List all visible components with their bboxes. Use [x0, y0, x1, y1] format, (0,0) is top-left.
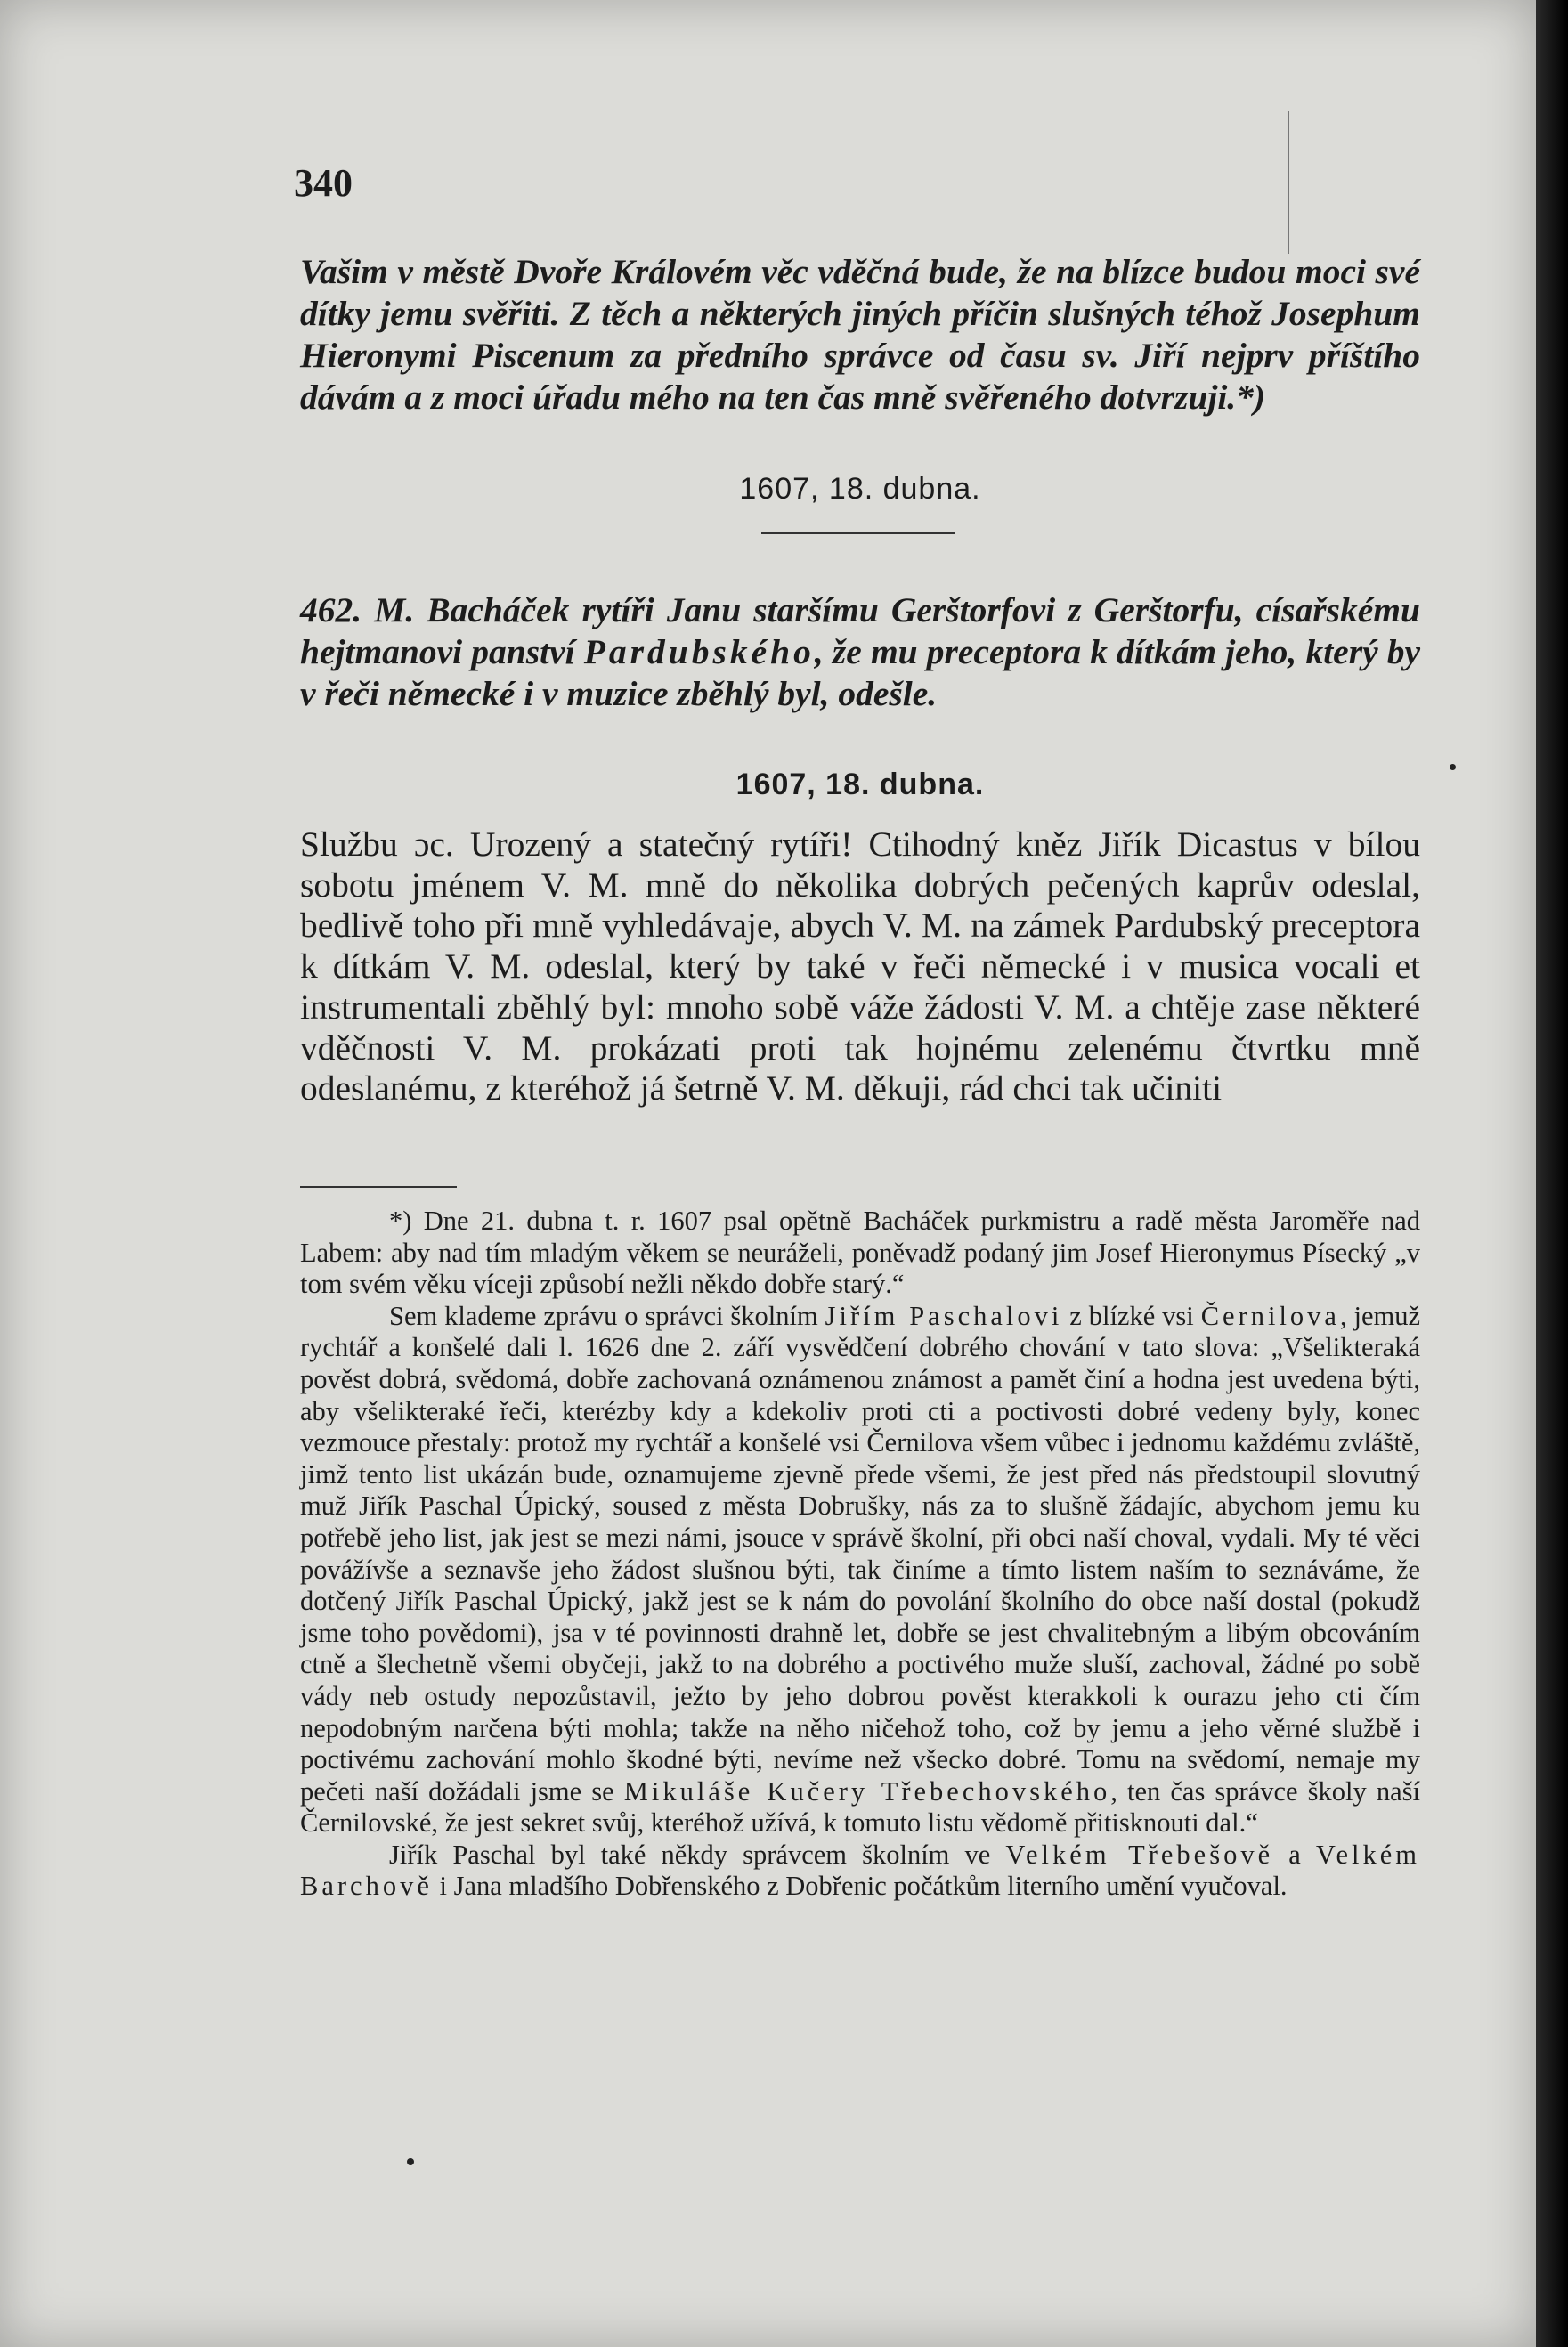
scan-artifact [1288, 111, 1289, 254]
footnote-spaced-name: Velkém Třebešově [1005, 1839, 1274, 1870]
intro-paragraph: Vašim v městě Dvoře Královém věc vděčná bude, že na blízce budou moci své dítky jemu svěřiti. Z těch a některých jiných příčin slušných téhož Josephum Hieronymi Piscenum za předního správce od času sv. Jiří nejprv příštího dávám a z moci úřadu mého na ten čas mně svěřeného dotvrzuji.*) [300, 252, 1420, 417]
footnote-text: z blízké vsi [1069, 1300, 1194, 1331]
letter-date: 1607, 18. dubna. [735, 767, 985, 801]
letter-header-lead: 462. M. Bacháček rytíři Janu staršímu Gerštorfovi z Gerštorfu, císařskému hejtmanovi panství [300, 590, 1420, 671]
footnote-spaced-name: Černilova [1200, 1300, 1340, 1331]
scan-speck [407, 2158, 414, 2165]
footnote-spaced-name: Velkém Barchově [300, 1839, 1421, 1902]
footnote [300, 1206, 1420, 1903]
letter-date: 1607, 18. dubna. [739, 472, 981, 506]
footnote-text: a [1288, 1839, 1301, 1870]
letter-header-tail: , že mu preceptora k dítkám jeho, který by v řeči německé i v muzice zběhlý byl, odešle. [300, 632, 1421, 713]
footnote-text: Sem klademe zprávu o správci školním [389, 1300, 818, 1331]
letter-header [300, 589, 1420, 715]
footnote-paragraph [300, 1301, 1420, 1839]
footnote-spaced-name: Jiřím Paschalovi [825, 1300, 1063, 1331]
footnote-text: , ten čas správce školy naší Černilovské, že jest sekret svůj, kteréhož užívá, k tomuto listu vědomě přitisknouti dal.“ [300, 1775, 1420, 1839]
scan-speck [1450, 764, 1456, 770]
footnote-text: , jemuž rychtář a konšelé dali l. 1626 dne 2. září vysvědčení dobrého chování v tato slova: „Všelikteraká pověst dobrá, svědomá, dobře zachovaná oznámenou známost a pamět činí a hodna jest uvedena býti, aby všelikteraké řeči, kterézby kdy a kdekoliv proti cti a poctivosti dobré vedeny byly, konec vezmouce přestaly: protož my rychtář a konšelé vsi Černilova všem vůbec i jednomu každému zvláště, jimž tento list ukázán bude, oznamujeme zjevně přede všemi, že jest před nás předstoupil slovutný muž Jiřík Paschal Úpický, soused z města Dobrušky, nás za to slušně žádajíc, abychom jemu ku potřebě jeho list, jak jest se mezi námi, jsouce v správě školní, při obci naší choval, vydali. My té věci povážívše a seznavše jeho žádost slušnou býti, tak činíme a tímto listem naším to seznáváme, že dotčený Jiřík Paschal Úpický, jakž jest se k nám do povolání školního do obce naší dostal (pokudž jsme toho povědomi), jsa v té povinnosti drahně let, dobře se jest chvalitebným a libým obcováním ctně a šlechetně všemi obyčeji, jakž to na dobrého a poctivého muže sluší, zachoval, žádné po sobě vády neb ostudy nepozůstavil, ježto by jeho dobrou pověst kterakkoli k ourazu jeho cti čím nepodobným narčena býti mohla; takže na něho ničehož toho, což by jemu a jeho věrné službě i poctivému zachování mohlo škodné býti, nevíme než všecko dobré. Tomu na svědomí, nemaje my pečeti naší dožádali jsme se [300, 1300, 1421, 1807]
letter-header-place: Pardubského [583, 632, 815, 671]
footnote-paragraph: *) Dne 21. dubna t. r. 1607 psal opětně Bacháček purkmistru a radě města Jaroměře nad Labem: aby nad tím mladým věkem se neuráželi, poněvadž podaný jim Josef Hieronymus Písecký „v tom svém věku víceji způsobí nežli někdo dobře starý.“ [300, 1206, 1420, 1300]
footnote-paragraph [300, 1839, 1420, 1903]
footnote-divider [300, 1186, 457, 1188]
page-number: 340 [294, 161, 353, 205]
footnote-text: i Jana mladšího Dobřenského z Dobřenic počátkům literního umění vyučoval. [439, 1871, 1288, 1902]
scan-edge [1536, 0, 1568, 2347]
letter-body: Službu ɔc. Urozený a statečný rytíři! Ctihodný kněz Jiřík Dicastus v bílou sobotu jménem V. M. mně do několika dobrých pečených kaprův odeslal, bedlivě toho při mně vyhledávaje, abych V. M. na zámek Pardubský preceptora k dítkám V. M. odeslal, který by také v řeči německé i v musica vocali et instrumentali zběhlý byl: mnoho sobě váže žádosti V. M. a chtěje zase některé vděčnosti V. M. prokázati proti tak hojnému zelenému čtvrtku mně odeslanému, z kteréhož já šetrně V. M. děkuji, rád chci tak učiniti [300, 824, 1420, 1109]
footnote-text: Jiřík Paschal byl také někdy správcem školním ve [389, 1839, 991, 1870]
footnote-spaced-name: Mikuláše Kučery Třebechovského [623, 1775, 1111, 1807]
section-divider [761, 532, 955, 534]
